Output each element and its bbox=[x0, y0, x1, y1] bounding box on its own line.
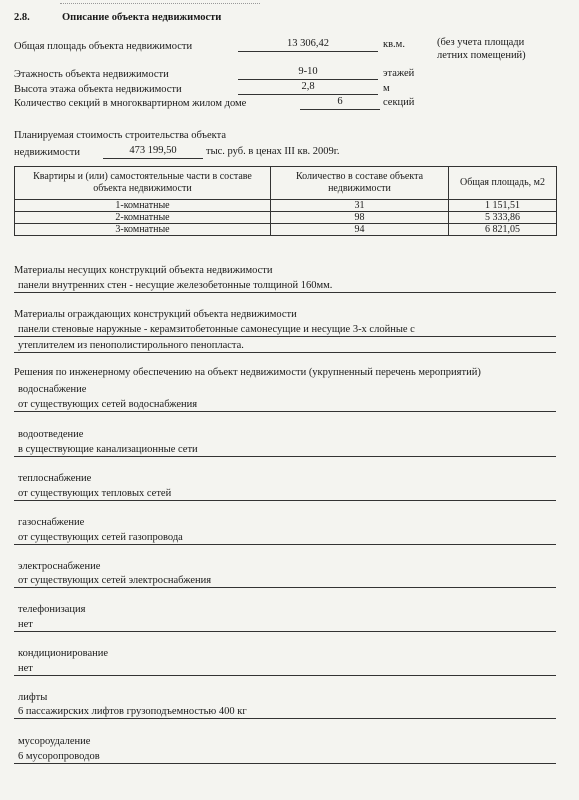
sections-count-unit: секций bbox=[383, 97, 415, 108]
area-underline bbox=[238, 51, 378, 52]
cell-count: 98 bbox=[271, 212, 449, 224]
table-header-row bbox=[15, 167, 557, 200]
height-label: Высота этажа объекта недвижимости bbox=[14, 84, 182, 95]
water-supply-label: водоснабжение bbox=[18, 384, 87, 395]
area-value: 13 306,42 bbox=[287, 38, 329, 49]
sections-count-underline bbox=[300, 109, 380, 110]
power-supply-value: от существующих сетей электроснабжения bbox=[18, 575, 212, 586]
section-title: Описание объекта недвижимости bbox=[62, 12, 222, 23]
cost-label-line2: недвижимости bbox=[14, 147, 80, 158]
conditioning-underline bbox=[14, 675, 556, 676]
enclosing-underline-1 bbox=[14, 336, 556, 337]
bearing-value: панели внутренних стен - несущие железобетонные толщиной 160мм. bbox=[18, 280, 333, 291]
cell-type: 2-комнатные bbox=[15, 212, 271, 224]
elevators-label: лифты bbox=[18, 692, 48, 703]
floors-underline bbox=[238, 79, 378, 80]
cost-value: 473 199,50 bbox=[129, 145, 177, 156]
telephony-label: телефонизация bbox=[18, 604, 86, 615]
elevators-underline bbox=[14, 718, 556, 719]
enclosing-heading: Материалы ограждающих конструкций объекта недвижимости bbox=[14, 309, 297, 320]
cell-count: 31 bbox=[271, 200, 449, 212]
cost-underline bbox=[103, 158, 203, 159]
telephony-value: нет bbox=[18, 619, 33, 630]
table-row bbox=[15, 224, 557, 236]
gas-supply-label: газоснабжение bbox=[18, 517, 85, 528]
enclosing-value-line1: панели стеновые наружные - керамзитобетонные самонесущие и несущие 3-х слойные с bbox=[18, 324, 415, 335]
bearing-underline bbox=[14, 292, 556, 293]
sewerage-value: в существующие канализационные сети bbox=[18, 444, 198, 455]
floors-unit: этажей bbox=[383, 68, 415, 79]
sections-count-value: 6 bbox=[337, 96, 343, 107]
height-value: 2,8 bbox=[301, 81, 315, 92]
cost-suffix: тыс. руб. в ценах III кв. 2009г. bbox=[206, 146, 340, 157]
enclosing-value-line2: утеплителем из пенополистирольного пенопласта. bbox=[18, 340, 244, 351]
sections-count-label: Количество секций в многоквартирном жилом доме bbox=[14, 98, 247, 109]
conditioning-label: кондиционирование bbox=[18, 648, 109, 659]
section-number: 2.8. bbox=[14, 12, 30, 23]
floors-value: 9-10 bbox=[298, 66, 318, 77]
table-row bbox=[15, 200, 557, 212]
enclosing-underline-2 bbox=[14, 352, 556, 353]
conditioning-value: нет bbox=[18, 663, 33, 674]
water-supply-underline bbox=[14, 411, 556, 412]
gas-supply-underline bbox=[14, 544, 556, 545]
cost-label-line1: Планируемая стоимость строительства объекта bbox=[14, 130, 226, 141]
water-supply-value: от существующих сетей водоснабжения bbox=[18, 399, 198, 410]
height-unit: м bbox=[383, 83, 390, 94]
sewerage-underline bbox=[14, 456, 556, 457]
heating-value: от существующих тепловых сетей bbox=[18, 488, 172, 499]
sewerage-label: водоотведение bbox=[18, 429, 84, 440]
height-underline bbox=[238, 94, 378, 95]
waste-removal-value: 6 мусоропроводов bbox=[18, 751, 100, 762]
table-row bbox=[15, 212, 557, 224]
heating-label: теплоснабжение bbox=[18, 473, 92, 484]
area-unit: кв.м. bbox=[383, 39, 405, 50]
power-supply-label: электроснабжение bbox=[18, 561, 101, 572]
area-label: Общая площадь объекта недвижимости bbox=[14, 41, 193, 52]
bearing-heading: Материалы несущих конструкций объекта недвижимости bbox=[14, 265, 273, 276]
apartments-table bbox=[14, 166, 557, 236]
floors-label: Этажность объекта недвижимости bbox=[14, 69, 169, 80]
col-header-area: Общая площадь, м2 bbox=[449, 167, 557, 200]
top-cut-line bbox=[60, 0, 260, 4]
heating-underline bbox=[14, 500, 556, 501]
cell-area: 6 821,05 bbox=[449, 224, 557, 236]
area-note-line2: летних помещений) bbox=[437, 50, 526, 61]
cell-type: 1-комнатные bbox=[15, 200, 271, 212]
telephony-underline bbox=[14, 631, 556, 632]
col-header-apartment-type: Квартиры и (или) самостоятельные части в составе объекта недвижимости bbox=[15, 167, 271, 200]
gas-supply-value: от существующих сетей газопровода bbox=[18, 532, 183, 543]
waste-removal-underline bbox=[14, 763, 556, 764]
cell-count: 94 bbox=[271, 224, 449, 236]
elevators-value: 6 пассажирских лифтов грузоподъемностью 400 кг bbox=[18, 706, 247, 717]
cell-area: 5 333,86 bbox=[449, 212, 557, 224]
engineering-heading: Решения по инженерному обеспечению на объект недвижимости (укрупненный перечень мероприятий) bbox=[14, 367, 481, 378]
col-header-count: Количество в составе объекта недвижимости bbox=[271, 167, 449, 200]
cell-type: 3-комнатные bbox=[15, 224, 271, 236]
cell-area: 1 151,51 bbox=[449, 200, 557, 212]
area-note-line1: (без учета площади bbox=[437, 37, 525, 48]
waste-removal-label: мусороудаление bbox=[18, 736, 91, 747]
power-supply-underline bbox=[14, 587, 556, 588]
